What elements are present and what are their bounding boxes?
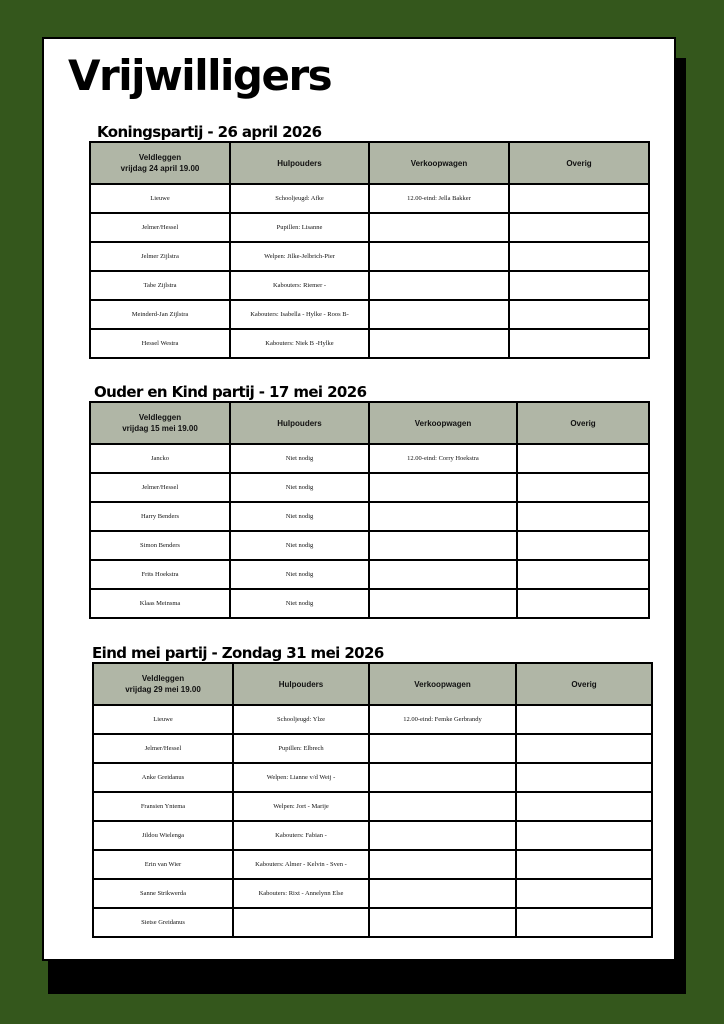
cell-overig [516,908,652,937]
cell-overig [516,734,652,763]
cell-hulpouders: Kabouters: Rixt - Annelynn Else [233,879,369,908]
cell-verkoopwagen: 12.00-eind: Femke Gerbrandy [369,705,516,734]
cell-overig [517,589,649,618]
cell-veldleggen: Jelmer/Hessel [90,473,230,502]
cell-verkoopwagen [369,502,517,531]
cell-overig [509,300,649,329]
cell-veldleggen: Hessel Westra [90,329,230,358]
cell-hulpouders: Kabouters: Fabian - [233,821,369,850]
cell-verkoopwagen [369,850,516,879]
cell-veldleggen: Sietse Greidanus [93,908,233,937]
cell-hulpouders: Niet nodig [230,560,369,589]
cell-veldleggen: Anke Greidanus [93,763,233,792]
cell-overig [517,560,649,589]
cell-overig [516,821,652,850]
table-row [90,560,649,589]
cell-hulpouders: Schooljeugd: Afke [230,184,369,213]
cell-verkoopwagen [369,271,509,300]
cell-overig [516,705,652,734]
table-row [90,473,649,502]
cell-verkoopwagen: 12.00-eind: Jella Bakker [369,184,509,213]
column-header-veldleggen [90,142,230,184]
table-row [93,763,652,792]
cell-verkoopwagen [369,734,516,763]
cell-hulpouders: Niet nodig [230,531,369,560]
cell-hulpouders: Welpen: Lianne v/d Weij - [233,763,369,792]
table-row [90,300,649,329]
cell-hulpouders: Niet nodig [230,473,369,502]
cell-overig [517,473,649,502]
section-heading-koningspartij: Koningspartij - 26 april 2026 [97,123,322,141]
cell-verkoopwagen [369,329,509,358]
column-header-overig: Overig [509,142,649,184]
cell-veldleggen: Sanne Strikwerda [93,879,233,908]
column-header-verkoopwagen: Verkoopwagen [369,142,509,184]
cell-overig [516,792,652,821]
column-header-overig: Overig [517,402,649,444]
cell-veldleggen: Lieuwe [90,184,230,213]
cell-verkoopwagen [369,531,517,560]
cell-veldleggen: Harry Benders [90,502,230,531]
column-header-verkoopwagen: Verkoopwagen [369,402,517,444]
table-header-row [90,142,649,184]
cell-veldleggen: Lieuwe [93,705,233,734]
cell-overig [509,242,649,271]
cell-overig [509,184,649,213]
schedule-table-koningspartij [89,141,650,359]
cell-hulpouders: Pupillen: Lisanne [230,213,369,242]
column-header-overig: Overig [516,663,652,705]
header-sublabel: vrijdag 15 mei 19.00 [122,424,198,433]
cell-veldleggen: Simon Benders [90,531,230,560]
cell-veldleggen: Frits Hoekstra [90,560,230,589]
cell-hulpouders: Schooljeugd: Ylze [233,705,369,734]
column-header-verkoopwagen: Verkoopwagen [369,663,516,705]
cell-verkoopwagen [369,763,516,792]
cell-verkoopwagen [369,213,509,242]
cell-verkoopwagen [369,821,516,850]
cell-overig [517,444,649,473]
header-label: Veldleggen [138,413,182,422]
cell-overig [509,271,649,300]
page-title: Vrijwilligers [68,51,332,100]
cell-veldleggen: Klaas Meinsma [90,589,230,618]
section-heading-ouder-en-kind: Ouder en Kind partij - 17 mei 2026 [94,383,367,401]
cell-verkoopwagen [369,242,509,271]
column-header-hulpouders: Hulpouders [230,142,369,184]
cell-veldleggen: Erin van Wier [93,850,233,879]
table-row [90,184,649,213]
cell-veldleggen: Jildou Wielenga [93,821,233,850]
cell-veldleggen: Jelmer/Hessel [90,213,230,242]
cell-verkoopwagen [369,300,509,329]
table-row [90,444,649,473]
table-row [93,908,652,937]
cell-veldleggen: Jancko [90,444,230,473]
cell-verkoopwagen [369,473,517,502]
header-sublabel: vrijdag 29 mei 19.00 [125,685,201,694]
cell-hulpouders: Niet nodig [230,444,369,473]
schedule-table-ouder-en-kind [89,401,650,619]
table-row [93,821,652,850]
cell-hulpouders: Kabouters: Almer - Kelvin - Sven - [233,850,369,879]
cell-verkoopwagen [369,908,516,937]
table-row [90,213,649,242]
cell-verkoopwagen [369,879,516,908]
table-row [93,850,652,879]
column-header-veldleggen [93,663,233,705]
cell-overig [509,213,649,242]
cell-hulpouders: Pupillen: Elbrech [233,734,369,763]
cell-veldleggen: Meinderd-Jan Zijlstra [90,300,230,329]
table-header-row [93,663,652,705]
table-row [93,705,652,734]
table-row [93,792,652,821]
header-label: Veldleggen [138,153,182,162]
cell-overig [516,850,652,879]
table-row [93,734,652,763]
column-header-hulpouders: Hulpouders [233,663,369,705]
table-row [93,879,652,908]
cell-overig [517,502,649,531]
cell-hulpouders [233,908,369,937]
cell-overig [509,329,649,358]
cell-hulpouders: Kabouters: Niek B -Hylke [230,329,369,358]
column-header-hulpouders: Hulpouders [230,402,369,444]
column-header-veldleggen [90,402,230,444]
table-row [90,589,649,618]
table-row [90,502,649,531]
cell-verkoopwagen [369,589,517,618]
cell-veldleggen: Fransien Yntema [93,792,233,821]
header-sublabel: vrijdag 24 april 19.00 [120,164,200,173]
cell-hulpouders: Kabouters: Isabella - Hylke - Roos B- [230,300,369,329]
cell-hulpouders: Welpen: Jilke-Jelbrich-Pier [230,242,369,271]
cell-verkoopwagen: 12.00-eind: Corry Hoekstra [369,444,517,473]
cell-hulpouders: Niet nodig [230,589,369,618]
cell-overig [516,763,652,792]
cell-hulpouders: Niet nodig [230,502,369,531]
header-label: Veldleggen [141,674,185,683]
cell-overig [517,531,649,560]
cell-overig [516,879,652,908]
schedule-table-eind-mei [92,662,653,938]
table-row [90,329,649,358]
cell-veldleggen: Jelmer Zijlstra [90,242,230,271]
cell-veldleggen: Jelmer/Hessel [93,734,233,763]
table-row [90,271,649,300]
table-row [90,242,649,271]
table-header-row [90,402,649,444]
cell-verkoopwagen [369,560,517,589]
section-heading-eind-mei: Eind mei partij - Zondag 31 mei 2026 [92,644,384,662]
cell-verkoopwagen [369,792,516,821]
table-row [90,531,649,560]
cell-hulpouders: Welpen: Jort - Marije [233,792,369,821]
cell-veldleggen: Tabe Zijlstra [90,271,230,300]
cell-hulpouders: Kabouters: Riemer - [230,271,369,300]
